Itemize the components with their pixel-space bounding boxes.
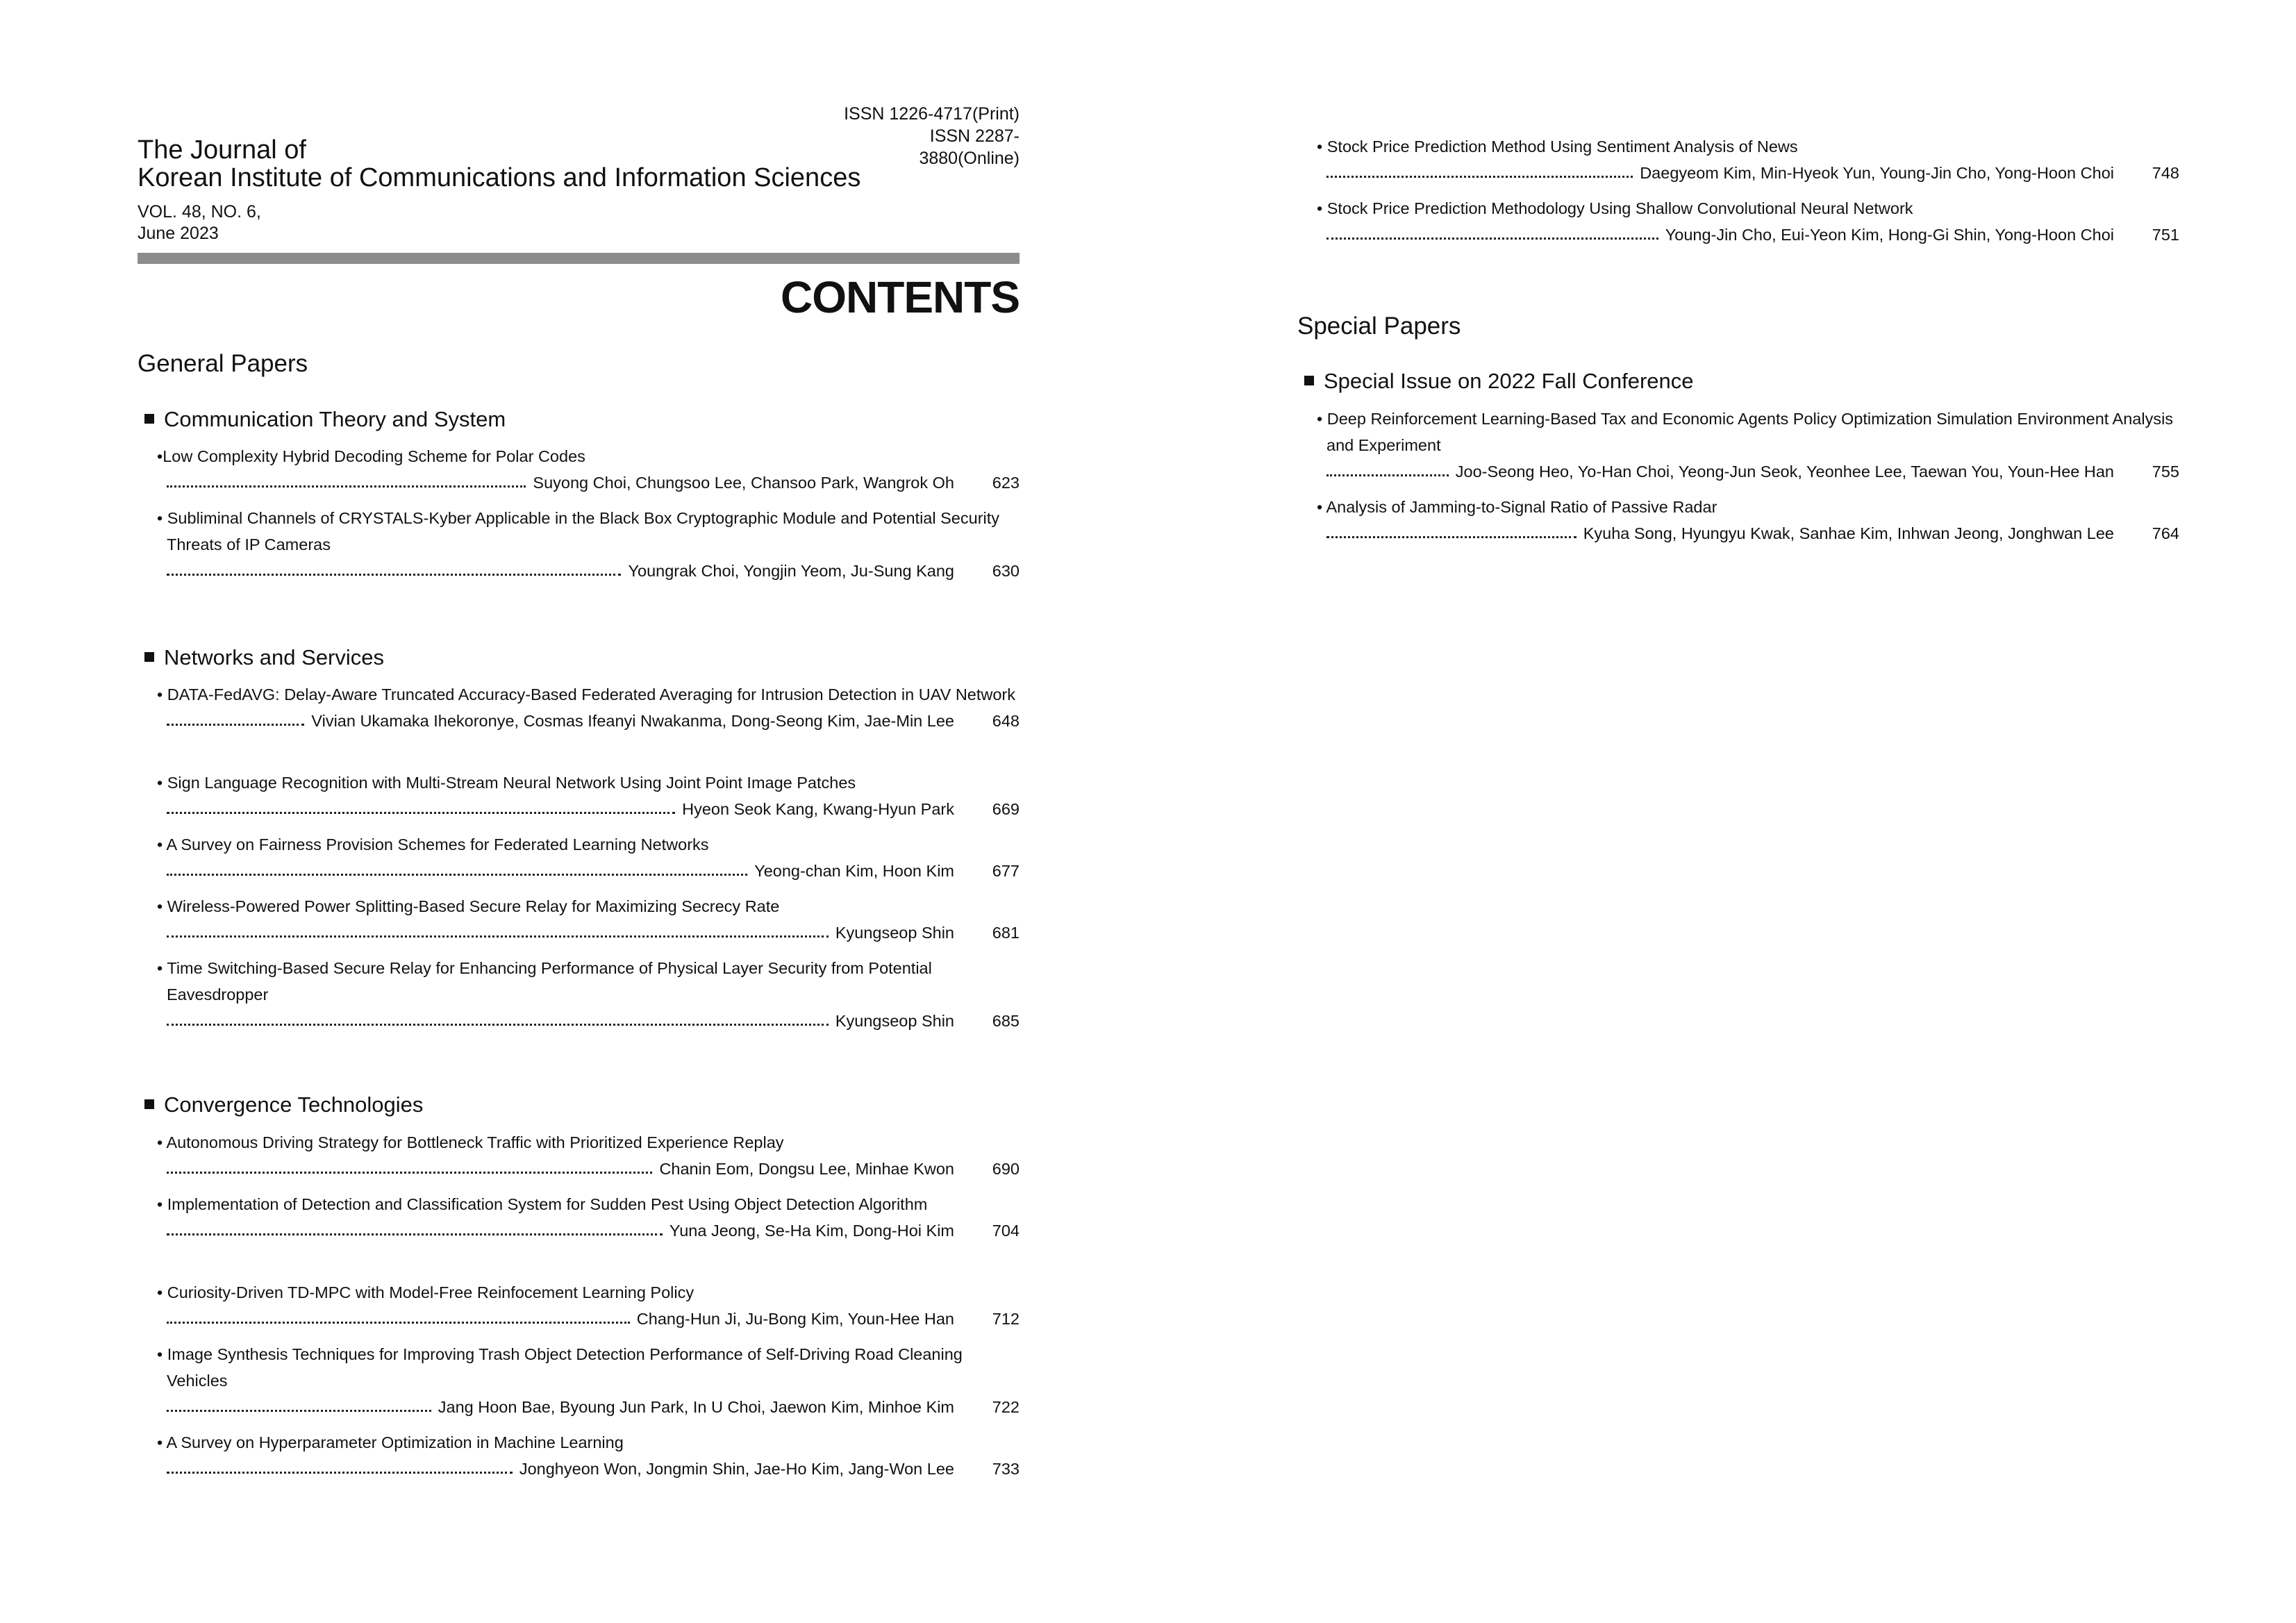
paper-title: • DATA-FedAVG: Delay-Aware Truncated Accuracy-Based Federated Averaging for Intrusion Detection in UAV Network (157, 685, 1016, 704)
page-number: 751 (2152, 226, 2179, 244)
page-number: 648 (992, 712, 1020, 730)
toc-entry[interactable] (1297, 406, 2179, 485)
toc-entry[interactable] (138, 1341, 1020, 1420)
author-line (138, 1217, 1020, 1244)
dot-leader (167, 874, 747, 876)
dot-leader (167, 1172, 652, 1174)
toc-entry[interactable] (1297, 195, 2179, 248)
dot-leader (167, 935, 829, 938)
journal-title-line1: The Journal of (138, 135, 306, 165)
section-title: Networks and Services (164, 645, 385, 669)
paper-authors: Chanin Eom, Dongsu Lee, Minhae Kwon (659, 1160, 954, 1178)
paper-title: • Time Switching-Based Secure Relay for Enhancing Performance of Physical Layer Security from Potential Eavesdropper (157, 959, 932, 1004)
paper-authors: Kyungseop Shin (835, 924, 954, 942)
issn-print: ISSN 1226-4717(Print) (844, 104, 1020, 124)
author-line (138, 796, 1020, 822)
paper-authors: Chang-Hun Ji, Ju-Bong Kim, Youn-Hee Han (636, 1310, 954, 1328)
page-number: 704 (992, 1222, 1020, 1240)
section-heading-communication-theory (144, 406, 506, 433)
author-line (1297, 458, 2179, 485)
paper-title: • A Survey on Hyperparameter Optimization in Machine Learning (157, 1433, 624, 1451)
page-number: 685 (992, 1012, 1020, 1030)
journal-title (138, 136, 860, 192)
toc-entry[interactable] (138, 681, 1020, 734)
dot-leader (1326, 474, 1449, 476)
dot-leader (167, 574, 621, 576)
toc-entry[interactable] (138, 831, 1020, 884)
page-number: 623 (992, 474, 1020, 492)
page-number: 681 (992, 924, 1020, 942)
toc-entry[interactable] (1297, 494, 2179, 547)
section-title: Communication Theory and System (164, 407, 506, 431)
toc-entry[interactable] (138, 955, 1020, 1034)
header-rule (138, 253, 1020, 264)
toc-entry[interactable] (138, 1429, 1020, 1482)
dot-leader (1326, 536, 1577, 538)
section-heading-networks-services (144, 644, 384, 672)
contents-heading: CONTENTS (781, 272, 1020, 322)
paper-title: • Curiosity-Driven TD-MPC with Model-Free Reinfocement Learning Policy (157, 1283, 694, 1301)
author-line (138, 1394, 1020, 1420)
paper-title: • Sign Language Recognition with Multi-Stream Neural Network Using Joint Point Image Patches (157, 774, 856, 792)
page-number: 755 (2152, 463, 2179, 481)
paper-authors: Jang Hoon Bae, Byoung Jun Park, In U Choi, Jaewon Kim, Minhoe Kim (438, 1398, 954, 1416)
toc-entry[interactable] (1297, 133, 2179, 186)
paper-authors: Joo-Seong Heo, Yo-Han Choi, Yeong-Jun Seok, Yeonhee Lee, Taewan You, Youn-Hee Han (1455, 463, 2114, 481)
section-title: Convergence Technologies (164, 1092, 424, 1117)
paper-title: • A Survey on Fairness Provision Schemes for Federated Learning Networks (157, 835, 709, 854)
author-line (138, 1156, 1020, 1182)
author-line (138, 1008, 1020, 1034)
paper-authors: Kyuha Song, Hyungyu Kwak, Sanhae Kim, Inhwan Jeong, Jonghwan Lee (1583, 524, 2114, 542)
section-title: Special Issue on 2022 Fall Conference (1324, 369, 1694, 393)
paper-title: • Implementation of Detection and Classification System for Sudden Pest Using Object Detection Algorithm (157, 1195, 928, 1213)
toc-entry[interactable] (138, 769, 1020, 822)
page-number: 630 (992, 562, 1020, 580)
issn-block (839, 103, 1020, 169)
dot-leader (1326, 238, 1658, 240)
issn-online: ISSN 2287-3880(Online) (919, 126, 1020, 168)
page-number: 733 (992, 1460, 1020, 1478)
square-bullet-icon (1304, 376, 1314, 385)
toc-entry[interactable] (138, 1191, 1020, 1244)
journal-title-line2: Korean Institute of Communications and Information Sciences (138, 163, 861, 192)
paper-authors: Hyeon Seok Kang, Kwang-Hyun Park (682, 800, 954, 818)
general-papers-heading: General Papers (138, 350, 308, 377)
paper-title: • Stock Price Prediction Method Using Sentiment Analysis of News (1317, 138, 1798, 156)
dot-leader (167, 1233, 663, 1235)
square-bullet-icon (144, 652, 154, 662)
toc-entry[interactable] (138, 1279, 1020, 1332)
page-number: 712 (992, 1310, 1020, 1328)
author-line (1297, 520, 2179, 547)
author-line (138, 708, 1020, 734)
issue-date: June 2023 (138, 224, 219, 243)
page-number: 669 (992, 800, 1020, 818)
author-line (138, 469, 1020, 496)
paper-authors: Young-Jin Cho, Eui-Yeon Kim, Hong-Gi Shin, Yong-Hoon Choi (1665, 226, 2114, 244)
toc-entry[interactable] (138, 1129, 1020, 1182)
author-line (138, 558, 1020, 584)
dot-leader (167, 1024, 829, 1026)
paper-title: •Low Complexity Hybrid Decoding Scheme for Polar Codes (157, 447, 585, 465)
volume-number: VOL. 48, NO. 6, (138, 202, 261, 222)
paper-authors: Youngrak Choi, Yongjin Yeom, Ju-Sung Kang (628, 562, 954, 580)
toc-entry[interactable] (138, 893, 1020, 946)
author-line (138, 1456, 1020, 1482)
paper-authors: Yuna Jeong, Se-Ha Kim, Dong-Hoi Kim (669, 1222, 954, 1240)
paper-title: • Stock Price Prediction Methodology Using Shallow Convolutional Neural Network (1317, 199, 1913, 217)
dot-leader (1326, 176, 1633, 178)
volume-info (138, 201, 261, 244)
paper-title: • Deep Reinforcement Learning-Based Tax and Economic Agents Policy Optimization Simulation Environment Analysis and Experiment (1317, 410, 2174, 454)
author-line (138, 858, 1020, 884)
author-line (138, 1306, 1020, 1332)
page-number: 722 (992, 1398, 1020, 1416)
special-papers-heading: Special Papers (1297, 313, 1461, 340)
author-line (1297, 160, 2179, 186)
paper-authors: Vivian Ukamaka Ihekoronye, Cosmas Ifeanyi Nwakanma, Dong-Seong Kim, Jae-Min Lee (311, 712, 954, 730)
paper-title: • Analysis of Jamming-to-Signal Ratio of Passive Radar (1317, 498, 1717, 516)
page-number: 764 (2152, 524, 2179, 542)
paper-authors: Kyungseop Shin (835, 1012, 954, 1030)
square-bullet-icon (144, 414, 154, 424)
square-bullet-icon (144, 1099, 154, 1109)
toc-entry[interactable] (138, 505, 1020, 584)
paper-authors: Yeong-chan Kim, Hoon Kim (754, 862, 954, 880)
dot-leader (167, 724, 304, 726)
paper-authors: Jonghyeon Won, Jongmin Shin, Jae-Ho Kim, Jang-Won Lee (519, 1460, 954, 1478)
page-number: 748 (2152, 164, 2179, 182)
section-heading-convergence-technologies (144, 1091, 423, 1119)
author-line (1297, 222, 2179, 248)
dot-leader (167, 812, 675, 814)
paper-title: • Image Synthesis Techniques for Improving Trash Object Detection Performance of Self-Driving Road Cleaning Vehicles (157, 1345, 963, 1390)
toc-entry[interactable] (138, 443, 1020, 496)
paper-authors: Daegyeom Kim, Min-Hyeok Yun, Young-Jin Cho, Yong-Hoon Choi (1640, 164, 2114, 182)
paper-title: • Wireless-Powered Power Splitting-Based Secure Relay for Maximizing Secrecy Rate (157, 897, 780, 915)
page-number: 690 (992, 1160, 1020, 1178)
dot-leader (167, 1472, 513, 1474)
paper-authors: Suyong Choi, Chungsoo Lee, Chansoo Park, Wangrok Oh (533, 474, 954, 492)
dot-leader (167, 1322, 630, 1324)
author-line (138, 919, 1020, 946)
paper-title: • Subliminal Channels of CRYSTALS-Kyber Applicable in the Black Box Cryptographic Module and Potential Security Threats of IP Cameras (157, 509, 1000, 554)
dot-leader (167, 485, 526, 488)
page-number: 677 (992, 862, 1020, 880)
section-heading-special-issue (1304, 367, 1694, 395)
dot-leader (167, 1410, 431, 1412)
paper-title: • Autonomous Driving Strategy for Bottleneck Traffic with Prioritized Experience Replay (157, 1133, 784, 1151)
